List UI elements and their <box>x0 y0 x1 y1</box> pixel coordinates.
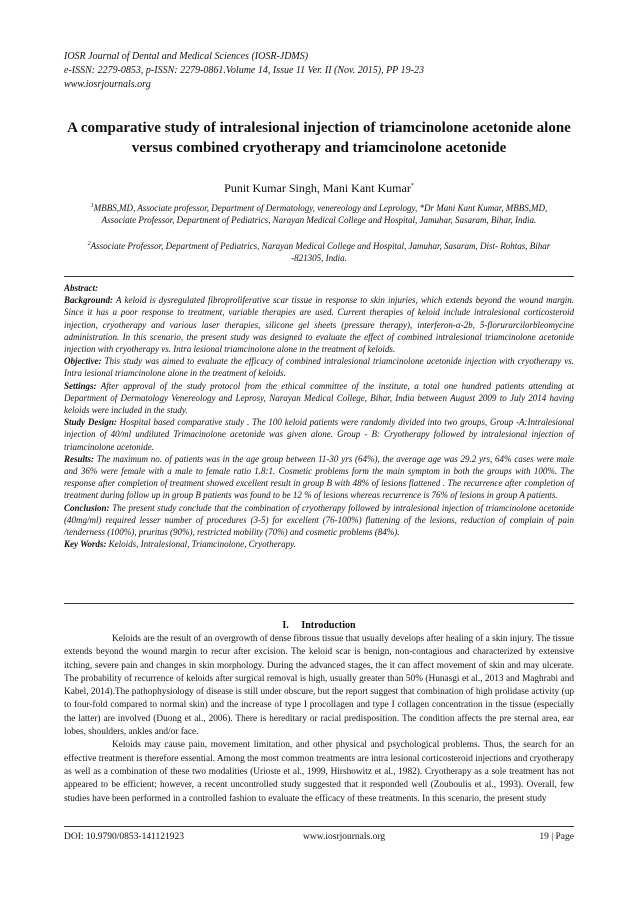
journal-issn: e-ISSN: 2279-0853, p-ISSN: 2279-0861.Volume 14, Issue 11 Ver. II (Nov. 2015), PP 19-23 <box>64 65 424 76</box>
affiliation-text: Associate Professor, Department of Pediatrics, Narayan Medical College and Hospital, Jamuhar, Sasaram, Dist- Rohtas, Bihar -821305, India. <box>90 241 551 263</box>
journal-website: www.iosrjournals.org <box>64 79 151 90</box>
affiliation-number: 1 <box>90 203 94 209</box>
abstract-text: Hospital based comparative study . The 100 keloid patients were randomly divided into two groups, Group -A:Intralesional injection of 40/ml undiluted Trimacinolone acetonide was given alone. Group - B: Cryotherapy followed by intralesional injection of triamcinolone acetonide. <box>64 417 574 452</box>
affiliation-text: MBBS,MD, Associate professor, Department of Dermatology, venereology and Leprology, *Dr Mani Kant Kumar, MBBS,MD, Associate Professor, Department of Pediatrics, Narayan Medical College and Hospital, Jamuhar, Sasaram, Bihar, India. <box>93 203 548 225</box>
abstract-label: Objective: <box>64 356 102 367</box>
authors: Punit Kumar Singh, Mani Kant Kumar <box>224 181 411 195</box>
abstract-text: A keloid is dysregulated fibroproliferative scar tissue in response to skin injuries, which extends beyond the wound margin. Since it has a poor response to treatment, variable therapies are used. Current therapies of keloid include intralesional corticosteroid injection, cryotherapy and various laser therapies, silicone gel sheets (pressure therapy), interferon-α-2b, 5-florurarcilorbleomycine administration. In this scenario, the present study was designed to evaluate the effect of combined intralesional triamcinolone acetonide injection with cryotherapy vs. Intra lesional triamcinolone alone in the treatment of keloids. <box>64 295 574 355</box>
abstract-label: Conclusion: <box>64 502 110 513</box>
divider-abstract <box>64 603 574 604</box>
affiliation-number: 2 <box>87 241 91 247</box>
section-number: I. <box>282 620 289 631</box>
abstract-heading: Abstract: <box>64 283 99 293</box>
abstract-results <box>64 453 574 502</box>
abstract-study-design <box>64 416 574 453</box>
abstract-label: Settings: <box>64 380 97 391</box>
body-paragraph: Keloids are the result of an overgrowth of dense fibrous tissue that usually develops after healing of a skin injury. The tissue extends beyond the wound margin to recur after excision. The keloid scar is benign, non-contagious and characterized by extensive itching, severe pain and changes in skin morphology. During the advanced stages, the it can affect movement of skin and may ulcerate. The probability of recurrence of keloids after surgical removal is high, usually greater than 50% (Hunasgi et al., 2013 and Maghrabi and Kabel, 2014).The pathophysiology of disease is still under obscure, but the report suggest that combination of high prolidase activity (up to four-fold compared to normal skin) and the increase of type I procollagen and type I collagen concentration in the tissue (especially the latter) are involved (Duong et al., 2006). There is hereditary or racial predisposition. The condition affects the pre sternal area, ear lobes, shoulders, ankles and/or face. <box>64 634 574 738</box>
section-body <box>64 633 574 806</box>
abstract <box>64 282 574 550</box>
corresponding-mark: * <box>410 183 414 189</box>
abstract-text: After approval of the study protocol from the ethical committee of the institute, a total one hundred patients attending at Department of Dermatology Venereology and Leprosy, Narayan Medical College, Bihar, India between August 2009 to July 2014 having keloids were included in the study. <box>64 380 574 416</box>
divider-top <box>64 276 574 277</box>
abstract-objective <box>64 355 574 379</box>
abstract-label: Results: <box>64 453 95 464</box>
paper-title: A comparative study of intralesional injection of triamcinolone acetonide alone versus combined cryotherapy and triamcinolone acetonide <box>67 120 571 156</box>
abstract-text: This study was aimed to evaluate the efficacy of combined intralesional triamcinolone acetonide injection with cryotherapy vs. Intra lesional triamcinolone alone in the treatment of keloids. <box>64 356 574 379</box>
footer-doi: DOI: 10.9790/0853-141121923 <box>64 832 184 842</box>
journal-name: IOSR Journal of Dental and Medical Sciences (IOSR-JDMS) <box>64 51 309 62</box>
abstract-text: Keloids, Intralesional, Triamcinolone, Cryotherapy. <box>106 539 296 550</box>
abstract-text: The present study conclude that the combination of cryotherapy followed by intralesional injection of triamcinolone acetonide (40mg/ml) required lesser number of procedures (3-5) for excellent (76-100%) flattening of the lesions, reduction of complain of pain /tenderness (100%), pruritus (90%), restricted mobility (70%) and cosmetic problems (84%). <box>64 502 574 538</box>
section-title: Introduction <box>301 620 356 631</box>
abstract-background <box>64 294 574 355</box>
paper-page <box>64 0 574 903</box>
body-paragraph: Keloids may cause pain, movement limitation, and other physical and psychological problems. Thus, the search for an effective treatment is therefore essential. Among the most common treatments are intra lesional corticosteroid injections and cryotherapy as well as a combination of these two modalities (Urioste et al., 1999, Hirshowitz et al., 1982). Cryotherapy as a sole treatment has not appeared to be efficient; however, a recent uncontrolled study suggested that it responded well (Zouboulis et al., 1993). Overall, few studies have been performed in a controlled fashion to evaluate the efficacy of these treatments. In this scenario, the present study <box>64 740 574 804</box>
footer-website: www.iosrjournals.org <box>303 832 386 842</box>
abstract-settings <box>64 380 574 417</box>
abstract-text: The maximum no. of patients was in the age group between 11-30 yrs (64%), the average age was 29.2 yrs, 64% cases were male and 36% were female with a male to female ratio 1.8:1. Cosmetic problems form the main symptom in both the groups with 100%. The response after completion of treatment showed excellent result in group B with 48% of lesions flattened . The recurrence after completion of treatment during follow up in group B patients was found to be 12 % of lesions whereas recurrence is 76% of lesions in group A patients. <box>64 453 574 501</box>
divider-footer <box>64 826 574 827</box>
affiliation-2 <box>74 238 564 264</box>
footer-page-number: 19 | Page <box>539 832 574 842</box>
abstract-label: Study Design: <box>64 417 117 428</box>
abstract-conclusion <box>64 502 574 539</box>
journal-header <box>64 50 574 92</box>
abstract-keywords <box>64 538 574 550</box>
affiliation-1 <box>74 200 564 226</box>
abstract-label: Key Words: <box>64 539 107 550</box>
section-heading <box>64 620 574 631</box>
abstract-label: Background: <box>64 295 114 306</box>
author-line <box>64 181 574 196</box>
